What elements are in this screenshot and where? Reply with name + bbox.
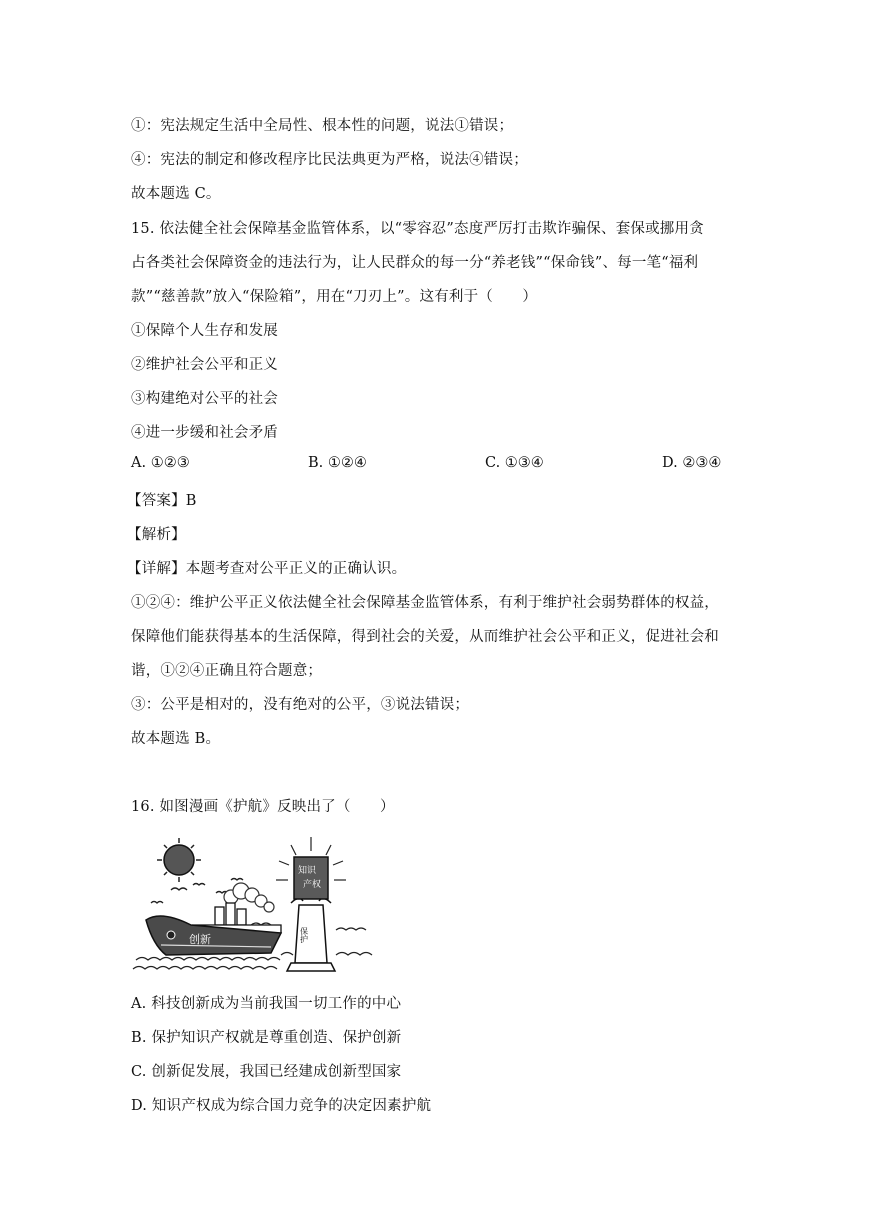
q15-analysis-heading: 【解析】 [127, 527, 186, 543]
q16-option-d: D. 知识产权成为综合国力竞争的决定因素护航 [131, 1098, 432, 1114]
q15-explanation-4: ③：公平是相对的，没有绝对的公平，③说法错误； [131, 697, 470, 713]
q15-stem-line-3: 款”“慈善款”放入“保险箱”，用在“刀刃上”。这有利于（ ） [131, 289, 538, 305]
q15-stem-line-1: 15. 依法健全社会保障基金监管体系，以“零容忍”态度严厉打击欺诈骗保、套保或挪用贪 [131, 221, 704, 237]
prev-conclusion: 故本题选 C。 [131, 186, 221, 202]
ship-label: 创新 [189, 933, 211, 946]
tower-label: 保护 [299, 927, 309, 943]
prev-explanation-1: ①：宪法规定生活中全局性、根本性的问题，说法①错误； [131, 118, 514, 134]
q15-stem-line-2: 占各类社会保障资金的违法行为，让人民群众的每一分“养老钱”“保命钱”、每一笔“福利 [131, 255, 699, 271]
q15-statement-2: ②维护社会公平和正义 [131, 357, 278, 373]
prev-explanation-2: ④：宪法的制定和修改程序比民法典更为严格，说法④错误； [131, 152, 528, 168]
q15-conclusion: 故本题选 B。 [131, 731, 221, 747]
book-label-2: 产权 [303, 880, 322, 890]
lighthouse-tower [287, 898, 335, 971]
q16-option-b: B. 保护知识产权就是尊重创造、保护创新 [131, 1030, 402, 1046]
q15-option-b: B. ①②④ [308, 455, 367, 471]
q15-explanation-3: 谐，①②④正确且符合题意； [131, 663, 323, 679]
q15-statement-3: ③构建绝对公平的社会 [131, 391, 278, 407]
cartoon-image [131, 835, 383, 975]
q15-explanation-2: 保障他们能获得基本的生活保障，得到社会的关爱，从而维护社会公平和正义，促进社会和 [131, 629, 719, 645]
q16-option-a: A. 科技创新成为当前我国一切工作的中心 [131, 996, 402, 1012]
sun-icon [157, 838, 201, 882]
book-icon [294, 857, 328, 899]
q15-detail: 【详解】本题考查对公平正义的正确认识。 [127, 561, 407, 577]
q15-explanation-1: ①②④：维护公平正义依法健全社会保障基金监管体系，有利于维护社会弱势群体的权益， [131, 595, 719, 611]
book-label-1: 知识 [298, 866, 317, 876]
q15-option-c: C. ①③④ [485, 455, 544, 471]
q15-answer: 【答案】B [127, 493, 197, 509]
q16-option-c: C. 创新促发展，我国已经建成创新型国家 [131, 1064, 402, 1080]
q15-statement-4: ④进一步缓和社会矛盾 [131, 425, 278, 441]
q15-option-a: A. ①②③ [131, 455, 190, 471]
q16-stem: 16. 如图漫画《护航》反映出了（ ） [131, 799, 395, 815]
q15-statement-1: ①保障个人生存和发展 [131, 323, 278, 339]
q15-option-d: D. ②③④ [662, 455, 722, 471]
ship-icon [146, 903, 281, 955]
